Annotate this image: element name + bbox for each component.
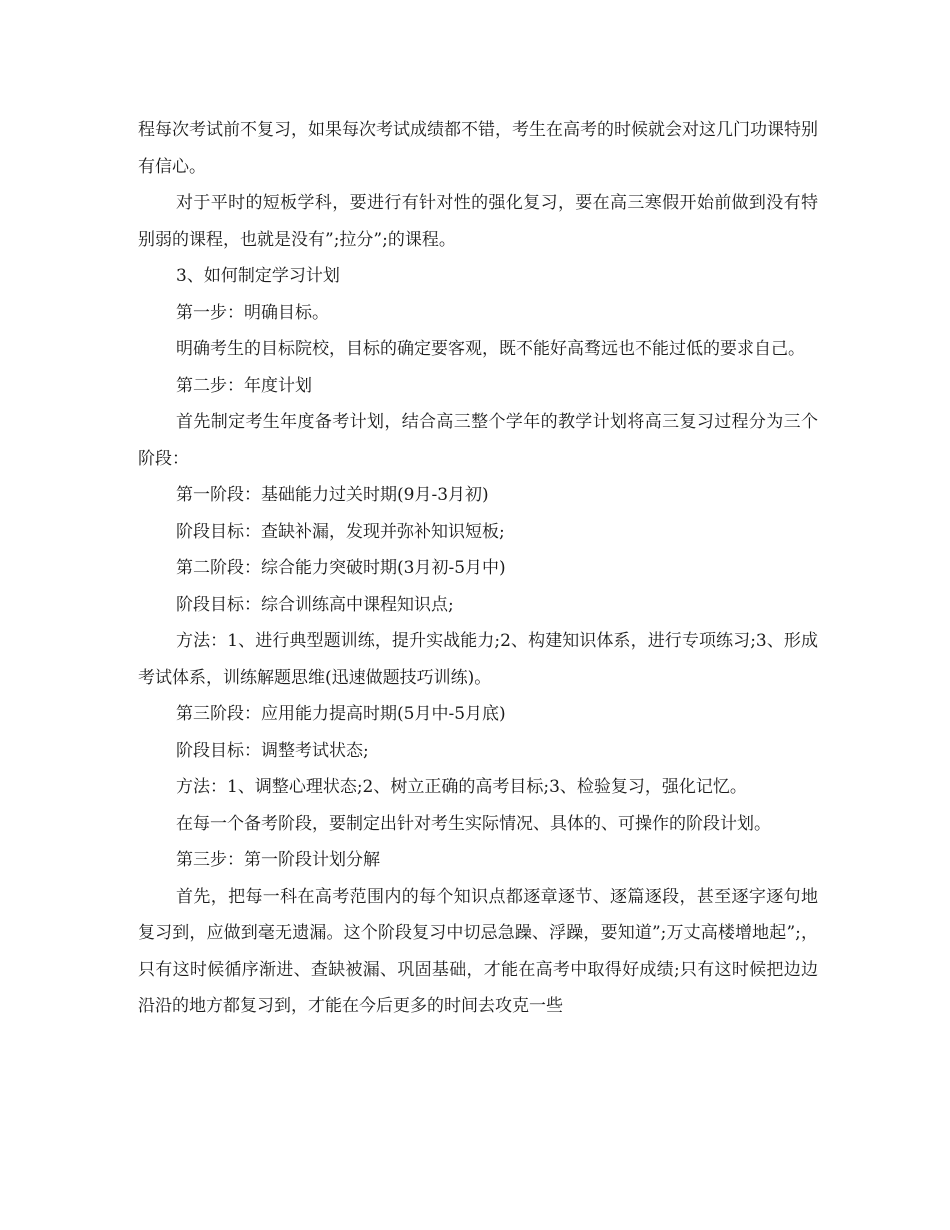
section-heading-3: 3、如何制定学习计划 — [176, 266, 340, 286]
stage-1-line: 第一阶段：基础能力过关时期(9月-3月初) — [176, 485, 489, 505]
stage-3-goal: 阶段目标：调整考试状态; — [176, 740, 369, 761]
step-3-heading: 第三步：第一阶段计划分解 — [176, 850, 380, 870]
stage-3-method: 方法：1、调整心理状态;2、树立正确的高考目标;3、检验复习，强化记忆。 — [176, 777, 747, 797]
stage-2-line: 第二阶段：综合能力突破时期(3月初-5月中) — [176, 558, 506, 578]
stage-2-method: 方法：1、进行典型题训练，提升实战能力;2、构建知识体系，进行专项练习;3、形成考试体系，训练解题思维(迅速做题技巧训练)。 — [138, 631, 818, 688]
paragraph-18: 首先，把每一科在高考范围内的每个知识点都逐章逐节、逐篇逐段，甚至逐字逐句地复习到，应做到毫无遗漏。这个阶段复习中切忌急躁、浮躁，要知道”;万丈高楼增地起”;，只有这时候循序渐进、查缺被漏、巩固基础，才能在高考中取得好成绩;只有这时候把边边沿沿的地方都复习到，才能在今后更多的时间去攻克一些 — [138, 886, 818, 1016]
paragraph-5: 明确考生的目标院校，目标的确定要客观，既不能好高骛远也不能过低的要求自己。 — [176, 339, 805, 359]
step-2-heading: 第二步：年度计划 — [176, 375, 312, 396]
document-body — [138, 112, 818, 1025]
paragraph-2: 对于平时的短板学科，要进行有针对性的强化复习，要在高三寒假开始前做到没有特别弱的课程，也就是没有”;拉分”;的课程。 — [138, 193, 818, 250]
paragraph-7: 首先制定考生年度备考计划，结合高三整个学年的教学计划将高三复习过程分为三个阶段： — [138, 412, 818, 469]
stage-2-goal: 阶段目标：综合训练高中课程知识点; — [176, 594, 454, 615]
paragraph-16: 在每一个备考阶段，要制定出针对考生实际情况、具体的、可操作的阶段计划。 — [176, 813, 771, 834]
paragraph-1: 程每次考试前不复习，如果每次考试成绩都不错，考生在高考的时候就会对这几门功课特别有信心。 — [138, 120, 818, 177]
stage-3-line: 第三阶段：应用能力提高时期(5月中-5月底) — [176, 704, 506, 724]
step-1-heading: 第一步：明确目标。 — [176, 302, 329, 323]
stage-1-goal: 阶段目标：查缺补漏，发现并弥补知识短板; — [176, 521, 505, 542]
